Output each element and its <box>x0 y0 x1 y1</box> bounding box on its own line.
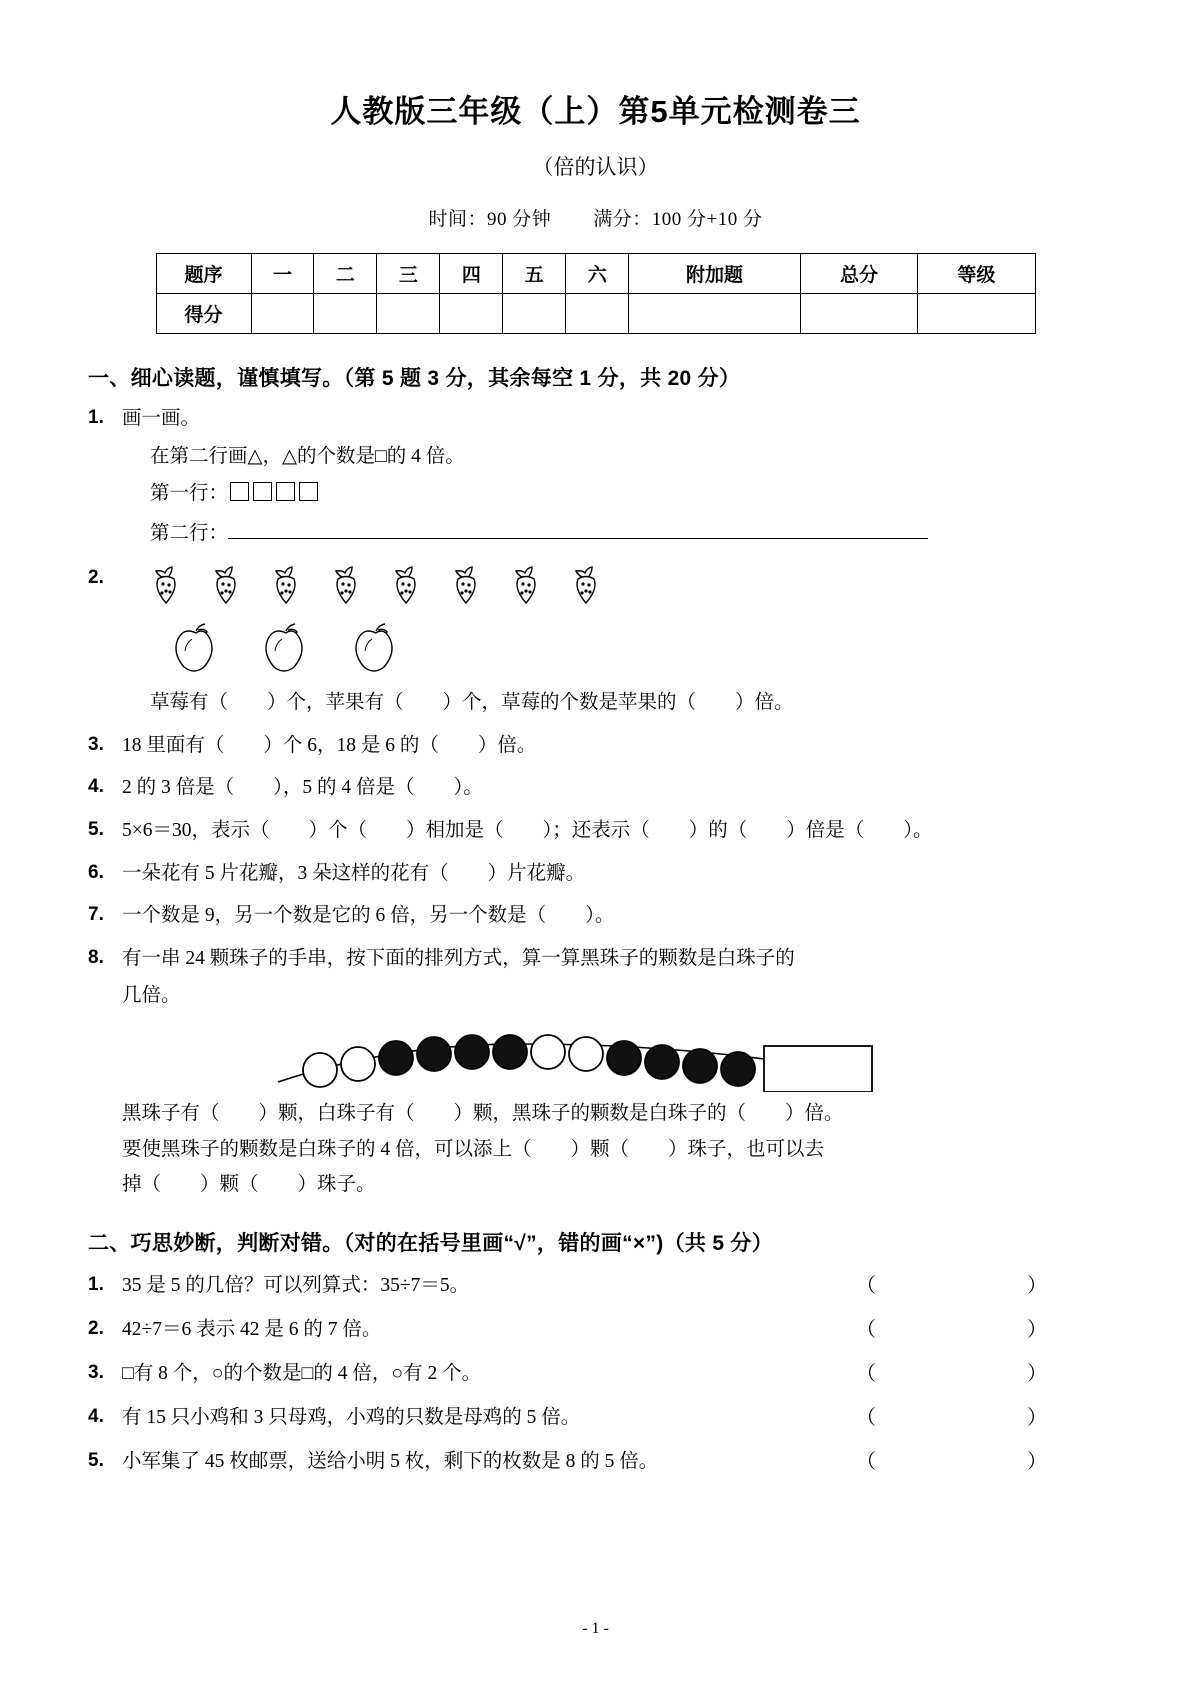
question-1-6 <box>88 858 1103 890</box>
question-1-1 <box>88 403 1103 549</box>
question-number: 4. <box>88 1406 104 1428</box>
truefalse-item-1 <box>88 1270 1103 1301</box>
question-number: 2. <box>88 567 104 589</box>
bead-string-figure <box>272 1026 1103 1092</box>
question-text: 画一画。 <box>122 408 201 429</box>
question-1-8-after1: 黑珠子有（ ）颗，白珠子有（ ）颗，黑珠子的颗数是白珠子的（ ）倍。 <box>122 1102 844 1124</box>
bead-black <box>607 1041 641 1075</box>
question-number: 4. <box>88 776 104 798</box>
col-total: 总分 <box>800 254 917 294</box>
row-label-order: 题序 <box>156 254 251 294</box>
truefalse-item-5 <box>88 1446 1103 1477</box>
question-text: 小军集了 45 枚邮票，送给小明 5 枚，剩下的枚数是 8 的 5 倍。 <box>122 1451 659 1473</box>
score-cell-extra[interactable] <box>629 294 801 334</box>
question-1-1-line1: 在第二行画△，△的个数是□的 4 倍。 <box>150 445 465 467</box>
answer-parenthesis[interactable]: （ ） <box>856 1407 1081 1430</box>
table-row-header <box>156 254 1035 294</box>
bead-black <box>417 1037 451 1071</box>
question-number: 8. <box>88 946 104 968</box>
question-number: 6. <box>88 861 104 883</box>
bead-black <box>455 1035 489 1069</box>
empty-square-icon <box>253 482 272 501</box>
score-cell-1[interactable] <box>251 294 314 334</box>
col-6: 六 <box>566 254 629 294</box>
answer-parenthesis[interactable]: （ ） <box>856 1363 1081 1386</box>
truefalse-item-2 <box>88 1314 1103 1345</box>
score-cell-6[interactable] <box>566 294 629 334</box>
score-cell-2[interactable] <box>314 294 377 334</box>
question-1-1-line2 <box>150 478 1103 510</box>
page-subtitle: （倍的认识） <box>532 156 659 179</box>
bead-black <box>493 1035 527 1069</box>
question-1-7 <box>88 900 1103 932</box>
beads-diagram <box>272 1026 892 1092</box>
question-text: 35 是 5 的几倍？可以列算式：35÷7＝5。 <box>122 1274 470 1296</box>
question-number: 1. <box>88 407 104 428</box>
question-text: 一朵花有 5 片花瓣，3 朵这样的花有（ ）片花瓣。 <box>122 862 586 884</box>
question-text: 一个数是 9，另一个数是它的 6 倍，另一个数是（ ）。 <box>122 905 615 927</box>
score-cell-total[interactable] <box>800 294 917 334</box>
answer-blank-line[interactable] <box>228 518 928 539</box>
bead-black <box>379 1041 413 1075</box>
bead-black <box>645 1045 679 1079</box>
row-two-label: 第二行： <box>150 522 229 544</box>
question-text: 有一串 24 颗珠子的手串，按下面的排列方式，算一算黑珠子的颗数是白珠子的 <box>122 947 795 969</box>
truefalse-item-4 <box>88 1402 1103 1433</box>
score-cell-grade[interactable] <box>918 294 1035 334</box>
page-number: - 1 - <box>582 1620 609 1637</box>
col-extra: 附加题 <box>629 254 801 294</box>
question-1-2-text: 草莓有（ ）个，苹果有（ ）个，草莓的个数是苹果的（ ）倍。 <box>150 692 794 714</box>
page-title: 人教版三年级（上）第5单元检测卷三 <box>330 94 861 129</box>
col-1: 一 <box>251 254 314 294</box>
apple-row <box>166 617 1103 687</box>
strawberry-row <box>150 563 1103 615</box>
empty-square-icon <box>230 482 249 501</box>
question-1-8-after3: 掉（ ）颗（ ）珠子。 <box>122 1174 376 1196</box>
question-number: 5. <box>88 1450 104 1472</box>
exam-time-label: 时间：90 分钟 <box>428 209 552 230</box>
score-cell-5[interactable] <box>503 294 566 334</box>
question-1-5 <box>88 815 1103 847</box>
score-cell-4[interactable] <box>440 294 503 334</box>
empty-square-icon <box>276 482 295 501</box>
question-1-8-after2: 要使黑珠子的颗数是白珠子的 4 倍，可以添上（ ）颗（ ）珠子，也可以去 <box>122 1138 825 1160</box>
bead-white <box>531 1035 565 1069</box>
question-number: 2. <box>88 1317 104 1339</box>
col-5: 五 <box>503 254 566 294</box>
score-cell-3[interactable] <box>377 294 440 334</box>
col-2: 二 <box>314 254 377 294</box>
score-table <box>156 253 1036 334</box>
section-heading-two: 二、巧思妙断，判断对错。（对的在括号里画“√”，错的画“×”)（共 5 分） <box>88 1231 774 1255</box>
row-one-label: 第一行： <box>150 483 229 505</box>
apple-group-icon <box>166 617 446 683</box>
question-1-4 <box>88 772 1103 804</box>
question-text: □有 8 个，○的个数是□的 4 倍，○有 2 个。 <box>122 1363 482 1385</box>
question-number: 3. <box>88 733 104 755</box>
section-heading-one: 一、细心读题，谨慎填写。（第 5 题 3 分，其余每空 1 分，共 20 分） <box>88 367 741 390</box>
question-text: 有 15 只小鸡和 3 只母鸡，小鸡的只数是母鸡的 5 倍。 <box>122 1407 581 1429</box>
question-number: 5. <box>88 819 104 841</box>
bead-white <box>569 1037 603 1071</box>
question-1-8-line2: 几倍。 <box>122 985 181 1007</box>
answer-parenthesis[interactable]: （ ） <box>856 1451 1081 1474</box>
strawberry-group-icon <box>150 563 710 615</box>
bead-answer-box <box>764 1046 872 1092</box>
bead-black <box>683 1049 717 1083</box>
row-label-score: 得分 <box>156 294 251 334</box>
table-row-scores <box>156 294 1035 334</box>
question-number: 1. <box>88 1273 104 1295</box>
question-1-3 <box>88 730 1103 762</box>
bead-white <box>341 1047 375 1081</box>
answer-parenthesis[interactable]: （ ） <box>856 1318 1081 1341</box>
question-1-8 <box>88 943 1103 1201</box>
question-1-1-line3 <box>150 518 1103 550</box>
col-grade: 等级 <box>918 254 1035 294</box>
exam-score-label: 满分：100 分+10 分 <box>593 209 763 230</box>
question-text: 5×6＝30，表示（ ）个（ ）相加是（ ）；还表示（ ）的（ ）倍是（ ）。 <box>122 820 933 842</box>
question-1-2 <box>88 563 1103 719</box>
bead-black <box>721 1052 755 1086</box>
question-number: 3. <box>88 1362 104 1384</box>
col-3: 三 <box>377 254 440 294</box>
question-text: 2 的 3 倍是（ ），5 的 4 倍是（ ）。 <box>122 777 483 799</box>
col-4: 四 <box>440 254 503 294</box>
empty-square-icon <box>299 482 318 501</box>
truefalse-item-3 <box>88 1358 1103 1389</box>
question-number: 7. <box>88 904 104 926</box>
exam-info <box>88 204 1103 231</box>
bead-white <box>303 1053 337 1087</box>
answer-parenthesis[interactable]: （ ） <box>856 1274 1081 1297</box>
question-text: 18 里面有（ ）个 6，18 是 6 的（ ）倍。 <box>122 734 537 756</box>
question-text: 42÷7＝6 表示 42 是 6 的 7 倍。 <box>122 1318 382 1340</box>
